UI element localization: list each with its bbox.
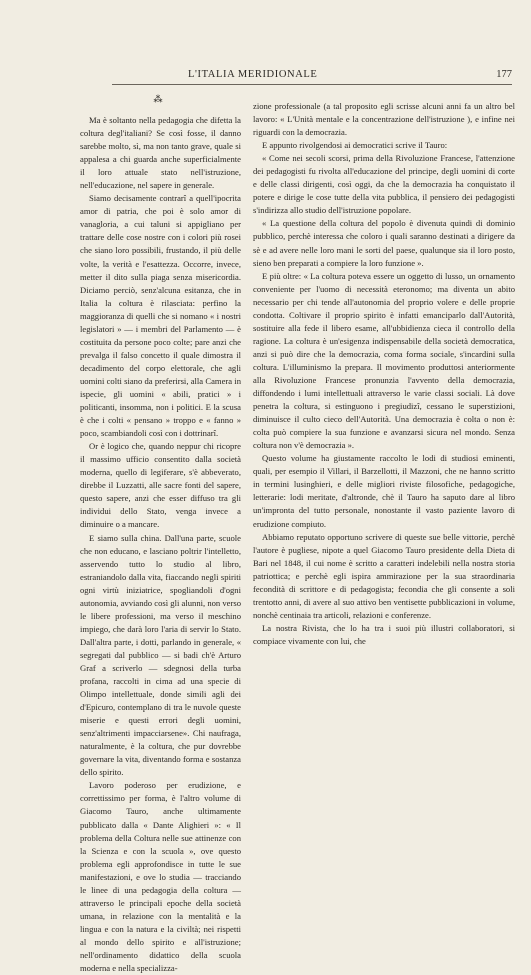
paragraph: Siamo decisamente contrarî a quell'ipocrita amor di patria, che poi è solo amor di vanagloria, a cui taluni si appigliano per trattare delle cose nostre con i colori più rosei che siano loro possibili, frustando, il più delle volte, la verità e l'esattezza. Occorre, invece, metter il dito sulla piaga senza misericordia. Diciamo perciò, senz'alcuna esitanza, che in Italia la coltura è rilasciata: perfino la maggioranza di quelli che si nomano « i nostri legislatori » — i membri del Parlamento — è costituita da persone poco colte; pare anzi che prevalga il falso concetto il quale dimostra il decadimento del corpo elettorale, che agli uomini colti siano da preferirsi, alla Camera in ispecie, gli uomini « abili, pratici » i politicanti, insomma, non i politici. E la scusa è che i colti « pensano » troppo e « fanno » poco, scambiandoli così con i dottrinarî. bbox=[80, 193, 241, 439]
paragraph: « Come nei secoli scorsi, prima della Rivoluzione Francese, l'attenzione dei pedagogisti fu rivolta all'educazione del principe, degli uomini di corte e delle classi dirigenti, così oggi, da che la democrazia ha conquistato il potere e dirige le cose tutte della vita pubblica, il pensiero dei pedagogisti s'indirizza allo studio dell'istruzione popolare. bbox=[253, 153, 515, 216]
page-header bbox=[112, 69, 512, 83]
paragraph: E più oltre: « La coltura poteva essere un oggetto di lusso, un ornamento conveniente per l'uomo di necessità eteronomo; ma diventa un abito necessario per chi tende all'autonomia del proprio volere e delle proprie condotta. Coltivare il proprio spirito è infatti emanciparlo dall'Autorità, sostituire alla fede il libero esame, all'ubbidienza cieca il controllo della ragione. La coltura è un'esigenza indispensabile della società democratica, anzi si può dire che la democrazia, coma forma sociale, s'incardini sulla coltura. L'illuminismo la prepara. Il movimento produttosi anteriormente alla Rivoluzione Francese pronunzia l'avvento della democrazia, diffondendo i lumi intellettuali attraverso le varie classi sociali. Là dove penetra la coltura, si estinguono i pregiudizî, cessano le superstizioni, diminuisce il culto cieco dell'Autorità. Una democrazia è colta o non è: colta può compiere la sua funzione e avanzarsi sicura nel mondo. Senza coltura non v'è democrazia ». bbox=[253, 270, 515, 451]
paragraph: E appunto rivolgendosi ai democratici scrive il Tauro: bbox=[262, 140, 448, 151]
paragraph: Or è logico che, quando neppur chi ricopre il massimo ufficio consentito dalla società moderna, quello di legiferare, s'è abbeverato, direbbe il Luzzatti, alle sacre fonti del sapere, questo sapere, anzi che esser diffuso tra gli individui dello Stato, venga invece a diminuire o a mancare. bbox=[80, 441, 241, 530]
running-title: L'ITALIA MERIDIONALE bbox=[188, 69, 318, 80]
section-ornament: ⁂ bbox=[153, 94, 163, 104]
paragraph: Lavoro poderoso per erudizione, e correttissimo per forma, è l'altro volume di Giacomo Tauro, anche ultimamente pubblicato dalla « Dante Alighieri »: « Il problema della Coltura nelle sue attinenze con la Scienza e con la scuola », ove questo problema egli approfondisce in tutte le sue manifestazioni, e ove lo studia — tracciando le linee di una pedagogia della coltura — attraverso le principali epoche della società umana, in relazione con la mentalità e la lingua e con la natura e la civiltà; nei rispetti al mondo dello spirito e all'istruzione; nell'ordinamento didattico della scuola moderna e nella specializza- bbox=[80, 780, 241, 974]
paragraph: Abbiamo reputato opportuno scrivere di queste sue belle vittorie, perchè l'autore è pugliese, nipote a quel Giacomo Tauro presidente della Dieta di Bari nel 1848, il cui nome è scritto a caratteri indelebili nella nostra storia patriottica; e perchè egli ispira ammirazione per la sua straordinaria fecondità di scrittore e di pedagogista; fecondia che gli consente a soli trentotto anni, di avere al suo attivo ben ventisette pubblicazioni in volume, nonchè centinaia tra articoli, relazioni e conferenze. bbox=[253, 531, 515, 620]
paragraph: E siamo sulla china. Dall'una parte, scuole che non educano, e lasciano poltrir l'intelletto, asservendo tutto lo studio al libro, estraniandolo dalla vita, fiaccando negli spiriti ogni virtù iniziatrice, spogliandoli d'ogni autonomia, avviando così gli alunni, non verso le libere professioni, ma verso il meschino impiego, che darà loro l'aria di servir lo Stato. Dall'altra parte, i dotti, parlando in generale, « segregati dal pubblico — si badi ch'è Arturo Graf a scriverlo — sdegnosi della turba profana, raccolti in cima ad una specie di Olimpo intellettuale, donde simili agli dei d'Epicuro, contemplano di tra le nuvole queste miserie e questi errori degli uomini, senz'altrimenti impacciarsene». Chi naufraga, naturalmente, è la coltura, che pur dovrebbe governare la vita, diventando forma e sostanza dello spirito. bbox=[80, 532, 241, 778]
paragraph: La nostra Rivista, che lo ha tra i suoi più illustri collaboratori, si compiace vivamente con lui, che bbox=[253, 622, 515, 646]
paragraph: zione professionale (a tal proposito egli scrisse alcuni anni fa un altro bel lavoro: « L'Unità mentale e la concentrazione dell'istruzione ), e infine nei riguardi con la democrazia. bbox=[253, 101, 515, 138]
paragraph: « La questione della coltura del popolo è divenuta quindi di dominio pubblico, perchè interessa che coloro i quali saranno destinati a dirigere da sè e ad avere nelle loro mani le sorti del paese, qualunque sia il loro posto, sieno ben preparati a compiere la loro funzione ». bbox=[253, 218, 515, 268]
header-rule bbox=[112, 84, 512, 85]
paragraph: Questo volume ha giustamente raccolto le lodi di studiosi eminenti, quali, per esempio il Villari, il Barzellotti, il Mazzoni, che ne hanno scritto in termini lusinghieri, e delle migliori riviste filosofiche, pedagogiche, letterarie: lodi meritate, d'altronde, chè il Tauro ha saputo dare al libro un'impronta del tutto personale, nonostante il vasto paziente lavoro di erudizione compiuto. bbox=[253, 453, 515, 529]
paragraph: Ma è soltanto nella pedagogia che difetta la coltura degl'italiani? Se così fosse, il danno sarebbe molto, sì, ma non tanto grave, quale si appalesa a chi guarda anche superficialmente il loro attuale stato nell'istruzione, nell'educazione, nel sapere in generale. bbox=[80, 115, 241, 191]
page-number: 177 bbox=[496, 69, 512, 80]
right-column bbox=[253, 100, 515, 648]
left-column bbox=[80, 114, 241, 975]
